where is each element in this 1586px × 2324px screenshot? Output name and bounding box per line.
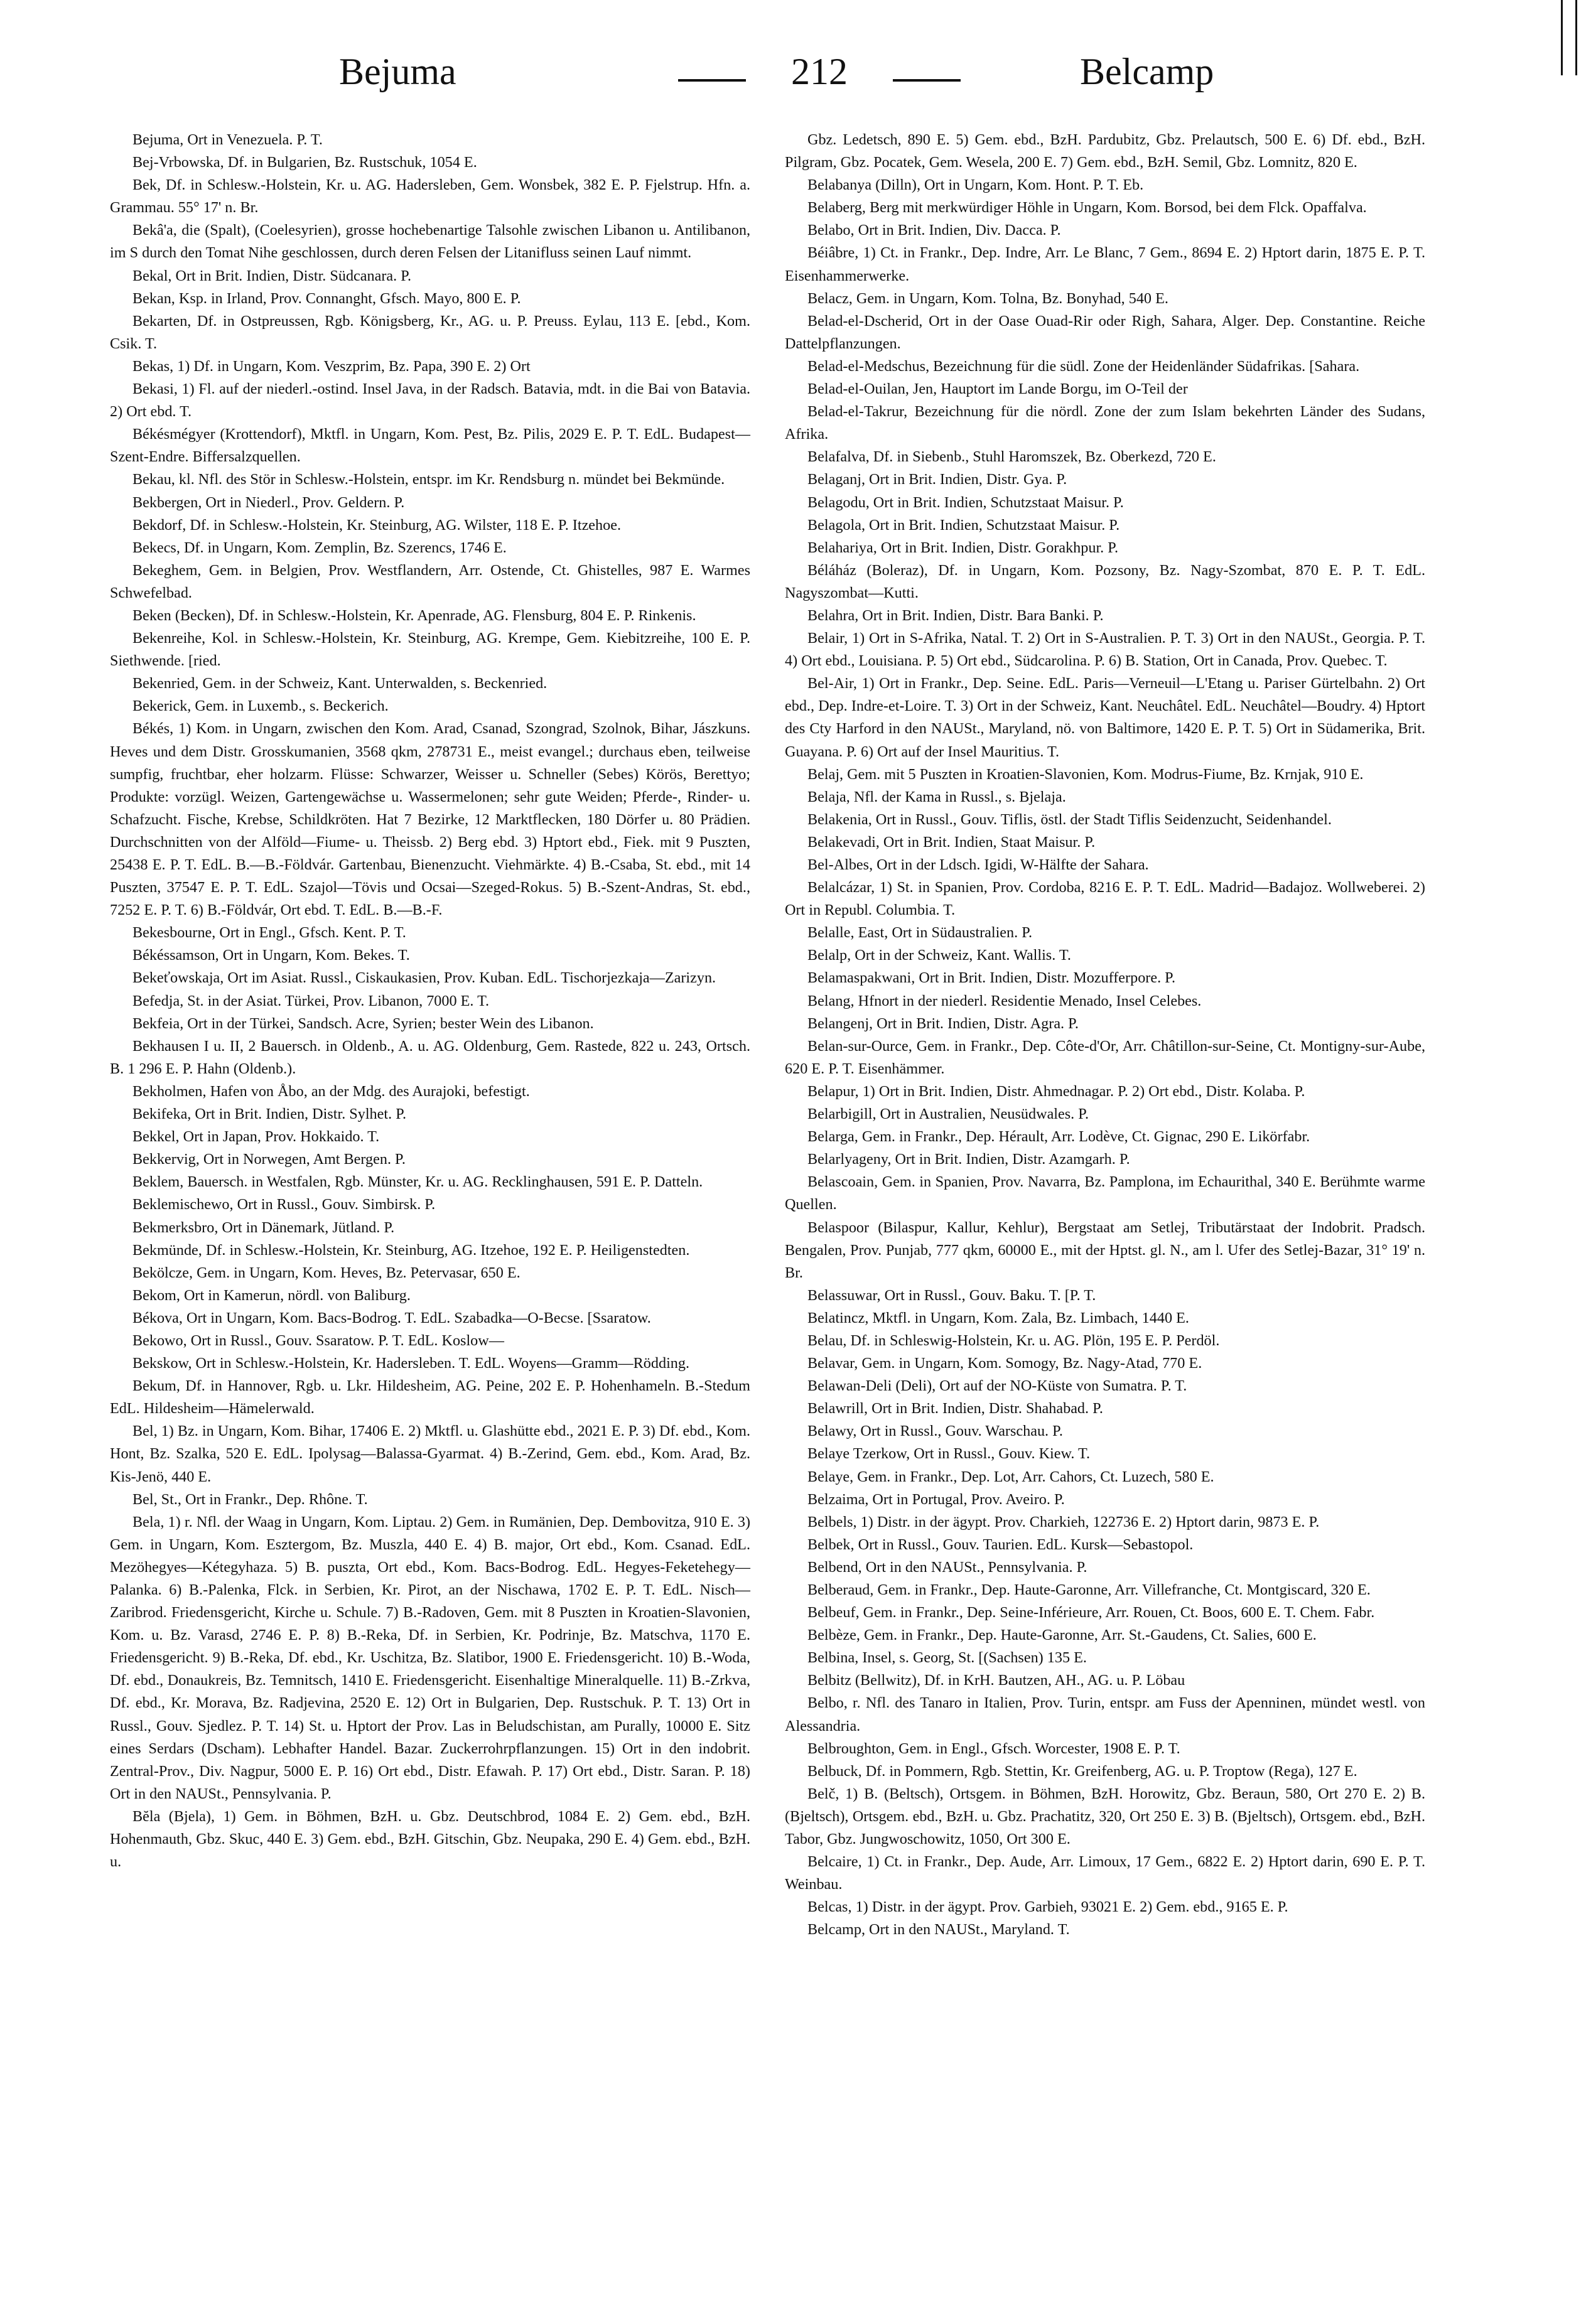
entry: Belabo, Ort in Brit. Indien, Div. Dacca. P.: [807, 222, 1061, 239]
entry: Belapur, 1) Ort in Brit. Indien, Distr. Ahmednagar. P. 2) Ort ebd., Distr. Kolaba. P.: [807, 1082, 1305, 1100]
entry: Belbels, 1) Distr. in der ägypt. Prov. Charkieh, 122736 E. 2) Hptort darin, 9873 E. P.: [807, 1513, 1320, 1531]
entry: Belangenj, Ort in Brit. Indien, Distr. Agra. P.: [807, 1014, 1079, 1032]
entry: Bekenreihe, Kol. in Schlesw.-Holstein, Kr. Steinburg, AG. Krempe, Gem. Kiebitzreihe, 100 E. P. Siethwende. [ried.: [110, 630, 750, 670]
entry: Belč, 1) B. (Beltsch), Ortsgem. in Böhmen, BzH. Horowitz, Gbz. Beraun, 580, Ort 270 E. 2) B. (Bjeltsch), Ortsgem. ebd., BzH. u. Gbz. Prachatitz, 320, Ort 250 E. 3) B. (Bjeltsch), Ortsgem. ebd., BzH. Tabor, Gbz. Jungwoschowitz, 1050, Ort 300 E.: [785, 1785, 1425, 1848]
entry: Belarga, Gem. in Frankr., Dep. Hérault, Arr. Lodève, Ct. Gignac, 290 E. Likörfabr.: [807, 1128, 1310, 1146]
entry: Belascoain, Gem. in Spanien, Prov. Navarra, Bz. Pamplona, im Echaurithal, 340 E. Berühmte warme Quellen.: [785, 1173, 1425, 1213]
entry: Belaj, Gem. mit 5 Puszten in Kroatien-Slavonien, Kom. Modrus-Fiume, Bz. Krnjak, 910 E.: [807, 765, 1364, 783]
entry: Belbina, Insel, s. Georg, St. [(Sachsen) 135 E.: [807, 1649, 1087, 1667]
entry: Bekom, Ort in Kamerun, nördl. von Baliburg.: [132, 1286, 411, 1304]
entry: Bekifeka, Ort in Brit. Indien, Distr. Sylhet. P.: [132, 1106, 407, 1123]
entry: Belcas, 1) Distr. in der ägypt. Prov. Garbieh, 93021 E. 2) Gem. ebd., 9165 E. P.: [807, 1898, 1288, 1916]
entry: Belaberg, Berg mit merkwürdiger Höhle in Ungarn, Kom. Borsod, bei dem Flck. Opaffalva.: [807, 199, 1367, 217]
entry: Belad-el-Ouilan, Jen, Hauptort im Lande Borgu, im O-Teil der: [807, 380, 1188, 398]
entry: Belan-sur-Ource, Gem. in Frankr., Dep. Côte-d'Or, Arr. Châtillon-sur-Seine, Ct. Montigny-sur-Aube, 620 E. P. T. Eisenhämmer.: [785, 1037, 1425, 1077]
entry: Belavar, Gem. in Ungarn, Kom. Somogy, Bz. Nagy-Atad, 770 E.: [807, 1355, 1202, 1372]
entry: Bekas, 1) Df. in Ungarn, Kom. Veszprim, Bz. Papa, 390 E. 2) Ort: [132, 357, 531, 375]
entry: Belakevadi, Ort in Brit. Indien, Staat Maisur. P.: [807, 833, 1096, 851]
entry: Bekfeia, Ort in der Türkei, Sandsch. Acre, Syrien; bester Wein des Libanon.: [132, 1014, 594, 1032]
entry: Belawan-Deli (Deli), Ort auf der NO-Küste von Sumatra. P. T.: [807, 1377, 1187, 1395]
entry: Bela, 1) r. Nfl. der Waag in Ungarn, Kom. Liptau. 2) Gem. in Rumänien, Dep. Dembovitza, 910 E. 3) Gem. in Ungarn, Kom. Esztergom, Bz. Muszla, 440 E. 4) B. major, Ort ebd., Kom. Csanad. EdL. Mezöhegyes—Kétegyhaza. 5) B. puszta, Ort ebd., Kom. Bacs-Bodrog. EdL. Hegyes-Feketehegy—Palanka. 6) B.-Palenka, Flck. in Serbien, Kr. Pirot, an der Nischawa, 1702 E. P. T. EdL. Nisch—Zaribrod. Friedensgericht, Kirche u. Schule. 7) B.-Radoven, Gem. mit 8 Puszten in Kroatien-Slavonien, Kom. u. Bz. Varasd, 2746 E. P. 8) B.-Reka, Df. in Serbien, Kr. Podrinje, Bz. Matschva, 1170 E. Friedensgericht. 9) B.-Reka, Df. ebd., Kr. Uschitza, Bz. Slatibor, 1900 E. Friedensgericht. 10) B.-Woda, Df. ebd., Donaukreis, Bz. Temnitsch, 1410 E. Friedensgericht. Eisenhaltige Mineralquelle. 11) B.-Zrkva, Df. ebd., Kr. Morava, Bz. Radjevina, 2520 E. 12) Ort in Bulgarien, Dep. Rustschuk. P. T. 13) Ort in Russl., Gouv. Sjedlez. P. T. 14) St. u. Hptort der Prov. Las in Beludschistan, am Purally, 10000 E. Sitz eines Serdars (Dscham). Lebhafter Handel. Bazar. Zuckerrohrpflanzungen. 15) Ort in den indobrit. Zentral-Prov., Div. Nagpur, 5000 E. P. 16) Ort ebd., Distr. Efawah. P. 17) Ort ebd., Distr. Saran. P. 18) Ort in den NAUSt., Pennsylvania. P.: [110, 1513, 750, 1802]
entry: Bejuma, Ort in Venezuela. P. T.: [132, 131, 323, 148]
entry: Belawy, Ort in Russl., Gouv. Warschau. P.: [807, 1423, 1063, 1440]
entry: Bekecs, Df. in Ungarn, Kom. Zemplin, Bz. Szerencs, 1746 E.: [132, 539, 507, 556]
entry: Bekkel, Ort in Japan, Prov. Hokkaido. T.: [132, 1128, 380, 1146]
entry: Bekum, Df. in Hannover, Rgb. u. Lkr. Hildesheim, AG. Peine, 202 E. P. Hohenhameln. B.-Stedum EdL. Hildesheim—Hämelerwald.: [110, 1377, 750, 1418]
entry: Belalp, Ort in der Schweiz, Kant. Wallis. T.: [807, 947, 1071, 964]
entry: Belbo, r. Nfl. des Tanaro in Italien, Prov. Turin, entspr. am Fuss der Apenninen, mündet westl. von Alessandria.: [785, 1694, 1425, 1735]
entry: Belassuwar, Ort in Russl., Gouv. Baku. T. [P. T.: [807, 1286, 1096, 1304]
entry: Bĕla (Bjela), 1) Gem. in Böhmen, BzH. u. Gbz. Deutschbrod, 1084 E. 2) Gem. ebd., BzH. Hohenmauth, Gbz. Skuc, 440 E. 3) Gem. ebd., BzH. Gitschin, Gbz. Neupaka, 290 E. 4) Gem. ebd., BzH. u.: [110, 1807, 750, 1871]
entry: Belakenia, Ort in Russl., Gouv. Tiflis, östl. der Stadt Tiflis Seidenzucht, Seidenhandel.: [807, 810, 1332, 828]
entry: Bekeghem, Gem. in Belgien, Prov. Westflandern, Arr. Ostende, Ct. Ghistelles, 987 E. Warmes Schwefelbad.: [110, 561, 750, 601]
entry: Belarbigill, Ort in Australien, Neusüdwales. P.: [807, 1106, 1089, 1123]
edge-rule-mark: [1561, 0, 1577, 75]
entry: Bekmerksbro, Ort in Dänemark, Jütland. P.: [132, 1218, 395, 1236]
entry: Belarlyageny, Ort in Brit. Indien, Distr. Azamgarh. P.: [807, 1151, 1130, 1168]
entry: Belad-el-Medschus, Bezeichnung für die südl. Zone der Heidenländer Südafrikas. [Sahara.: [807, 357, 1360, 375]
entry: Bekmünde, Df. in Schlesw.-Holstein, Kr. Steinburg, AG. Itzehoe, 192 E. P. Heiligenstedten.: [132, 1241, 690, 1259]
entry: Bekasi, 1) Fl. auf der niederl.-ostind. Insel Java, in der Radsch. Batavia, mdt. in die Bai von Batavia. 2) Ort ebd. T.: [110, 380, 750, 421]
entry: Belberaud, Gem. in Frankr., Dep. Haute-Garonne, Arr. Villefranche, Ct. Montgiscard, 320 E.: [807, 1581, 1371, 1598]
entry: Bekdorf, Df. in Schlesw.-Holstein, Kr. Steinburg, AG. Wilster, 118 E. P. Itzehoe.: [132, 516, 622, 534]
entry: Békés, 1) Kom. in Ungarn, zwischen den Kom. Arad, Csanad, Szongrad, Szolnok, Bihar, Jászkuns. Heves und dem Distr. Grosskumanien, 3568 qkm, 278731 E., meist evangel.; durchaus eben, teilweise sumpfig, fruchtbar, eher holzarm. Flüsse: Schwarzer, Weisser u. Schneller (Sebes) Körös, Berettyo; Produkte: vorzügl. Weizen, Gartengewächse u. Wassermelonen; sehr gute Weiden; Pferde-, Rinder- u. Schafzucht. Fische, Krebse, Schildkröten. Hat 7 Bezirke, 12 Marktflecken, 180 Dörfer u. 80 Prädien. Durchschnitten von der Alföld—Fiume- u. Theissb. 2) Berg ebd. 3) Hptort ebd., Fiek. mit 9 Puszten, 25438 E. P. T. EdL. B.—B.-Földvár. Gartenbau, Bienenzucht. Viehmärkte. 4) B.-Csaba, St. ebd., mit 14 Puszten, 37547 E. P. T. EdL. Szajol—Tövis und Ocsai—Szeged-Rokus. 5) B.-Szent-Andras, St. ebd., 7252 E. P. T. 6) B.-Földvár, Ort ebd. T. EdL. B.—B.-F.: [110, 720, 750, 919]
entry: Belacz, Gem. in Ungarn, Kom. Tolna, Bz. Bonyhad, 540 E.: [807, 289, 1168, 307]
entry: Belzaima, Ort in Portugal, Prov. Aveiro. P.: [807, 1490, 1065, 1508]
entry: Belatincz, Mktfl. in Ungarn, Kom. Zala, Bz. Limbach, 1440 E.: [807, 1309, 1189, 1326]
entry: Belad-el-Takrur, Bezeichnung für die nördl. Zone der zum Islam bekehrten Länder des Sudans, Afrika.: [785, 403, 1425, 443]
entry: Bekâ'a, die (Spalt), (Coelesyrien), grosse hochebenartige Talsohle zwischen Libanon u. Antilibanon, im S durch den Tomat Nihe geschlossen, durch deren Felsen der Litanifluss seinen Lauf nimmt.: [110, 222, 750, 262]
entry: Bekhausen I u. II, 2 Bauersch. in Oldenb., A. u. AG. Oldenburg, Gem. Rastede, 822 u. 243, Ortsch. B. 1 296 E. P. Hahn (Oldenb.).: [110, 1037, 750, 1077]
entry: Belagodu, Ort in Brit. Indien, Schutzstaat Maisur. P.: [807, 493, 1124, 511]
entry: Belamaspakwani, Ort in Brit. Indien, Distr. Mozufferpore. P.: [807, 969, 1175, 987]
entry: Békéssamson, Ort in Ungarn, Kom. Bekes. T.: [132, 947, 410, 964]
entry: Befedja, St. in der Asiat. Türkei, Prov. Libanon, 7000 E. T.: [132, 992, 490, 1009]
entry: Belbèze, Gem. in Frankr., Dep. Haute-Garonne, Arr. St.-Gaudens, Ct. Salies, 600 E.: [807, 1627, 1317, 1644]
entry: Béláház (Bolerаz), Df. in Ungarn, Kom. Pozsony, Bz. Nagy-Szombat, 870 E. P. T. EdL. Nagyszombat—Kutti.: [785, 561, 1425, 601]
page-number: 212: [791, 51, 848, 92]
entry: Békésmégyer (Krottendorf), Mktfl. in Ungarn, Kom. Pest, Bz. Pilis, 2029 E. P. T. EdL. Budapest—Szent-Endre. Biffersalzquellen.: [110, 426, 750, 466]
entry: Beklemischewo, Ort in Russl., Gouv. Simbirsk. P.: [132, 1196, 436, 1213]
entry: Belaganj, Ort in Brit. Indien, Distr. Gya. P.: [807, 471, 1067, 488]
header-first-word: Bejuma: [339, 51, 456, 92]
entry: Bekowo, Ort in Russl., Gouv. Ssaratow. P. T. EdL. Koslow—: [132, 1331, 504, 1349]
entry: Bekerick, Gem. in Luxemb., s. Beckerich.: [132, 697, 389, 715]
entry: Bekan, Ksp. in Irland, Prov. Connanght, Gfsch. Mayo, 800 E. P.: [132, 289, 521, 307]
entry: Belahariya, Ort in Brit. Indien, Distr. Gorakhpur. P.: [807, 539, 1119, 556]
entry: Beken (Becken), Df. in Schlesw.-Holstein, Kr. Apenrade, AG. Flensburg, 804 E. P. Rinkenis.: [132, 606, 696, 624]
entry: Bekbergen, Ort in Niederl., Prov. Geldern. P.: [132, 493, 405, 511]
entry: Bekölcze, Gem. in Ungarn, Kom. Heves, Bz. Petervasar, 650 E.: [132, 1264, 521, 1281]
entry: Belafalva, Df. in Siebenb., Stuhl Haromszek, Bz. Oberkezd, 720 E.: [807, 448, 1216, 466]
entry: Belcamp, Ort in den NAUSt., Maryland. T.: [807, 1921, 1070, 1939]
entry: Bekal, Ort in Brit. Indien, Distr. Südcanara. P.: [132, 267, 412, 284]
entry: Bekenried, Gem. in der Schweiz, Kant. Unterwalden, s. Beckenried.: [132, 675, 548, 692]
right-column: [785, 129, 1425, 1942]
entry: Bej-Vrbowska, Df. in Bulgarien, Bz. Rustschuk, 1054 E.: [132, 154, 477, 171]
entry: Belalcázar, 1) St. in Spanien, Prov. Cordoba, 8216 E. P. T. EdL. Madrid—Badajoz. Wollweberei. 2) Ort in Republ. Columbia. T.: [785, 879, 1425, 919]
entry: Belaspoor (Bilaspur, Kallur, Kehlur), Bergstaat am Setlej, Tributärstaat der Indobrit. Pradsch. Bengalen, Prov. Punjab, 777 qkm, 60000 E., mit der Hptst. gl. N., am l. Ufer des Setlej-Bazar, 31° 19' n. Br.: [785, 1218, 1425, 1281]
entry: Belaye, Gem. in Frankr., Dep. Lot, Arr. Cahors, Ct. Luzech, 580 E.: [807, 1468, 1214, 1485]
entry: Bel, St., Ort in Frankr., Dep. Rhône. T.: [132, 1490, 368, 1508]
entry: Belbitz (Bellwitz), Df. in KrH. Bautzen, AH., AG. u. P. Löbau: [807, 1672, 1185, 1689]
entry: Bek, Df. in Schlesw.-Holstein, Kr. u. AG. Hadersleben, Gem. Wonsbek, 382 E. P. Fjelstrup. Hfn. a. Grammau. 55° 17' n. Br.: [110, 176, 750, 217]
entry: Bekarten, Df. in Ostpreussen, Rgb. Königsberg, Kr., AG. u. P. Preuss. Eylau, 113 E. [ebd., Kom. Csik. T.: [110, 312, 750, 352]
entry: Belbeuf, Gem. in Frankr., Dep. Seine-Inférieure, Arr. Rouen, Ct. Boos, 600 E. T. Chem. Fabr.: [807, 1604, 1375, 1622]
entry: Belbroughton, Gem. in Engl., Gfsch. Worcester, 1908 E. P. T.: [807, 1740, 1180, 1757]
header-last-word: Belcamp: [1080, 51, 1214, 92]
entry: Belagola, Ort in Brit. Indien, Schutzstaat Maisur. P.: [807, 516, 1120, 534]
entry: Belcaire, 1) Ct. in Frankr., Dep. Aude, Arr. Limoux, 17 Gem., 6822 E. 2) Hptort darin, 690 E. P. T. Weinbau.: [785, 1853, 1425, 1893]
entry: Belair, 1) Ort in S-Afrika, Natal. T. 2) Ort in S-Australien. P. T. 3) Ort in den NAUSt., Georgia. P. T. 4) Ort ebd., Louisiana. P. 5) Ort ebd., Südcarolina. P. 6) B. Station, Ort in Canada, Prov. Quebec. T.: [785, 630, 1425, 670]
entry: Bekau, kl. Nfl. des Stör in Schlesw.-Holstein, entspr. im Kr. Rendsburg n. mündet bei Bekmünde.: [132, 471, 725, 488]
entry: Belau, Df. in Schleswig-Holstein, Kr. u. AG. Plön, 195 E. P. Perdöl.: [807, 1331, 1220, 1349]
entry: Bel-Albes, Ort in der Ldsch. Igidi, W-Hälfte der Sahara.: [807, 856, 1149, 873]
entry: Békova, Ort in Ungarn, Kom. Bacs-Bodrog. T. EdL. Szabadka—O-Becse. [Ssaratow.: [132, 1309, 651, 1326]
entry: Bel, 1) Bz. in Ungarn, Kom. Bihar, 17406 E. 2) Mktfl. u. Glashütte ebd., 2021 E. P. 3) Df. ebd., Kom. Hont, Bz. Szalka, 520 E. EdL. Ipolysag—Balassa-Gyarmat. 4) B.-Zerind, Gem. ebd., Kom. Arad, Bz. Kis-Jenö, 440 E.: [110, 1423, 750, 1485]
entry: Belabanya (Dilln), Ort in Ungarn, Kom. Hont. P. T. Eb.: [807, 176, 1144, 194]
entry: Belbuck, Df. in Pommern, Rgb. Stettin, Kr. Greifenberg, AG. u. P. Troptow (Rega), 127 E.: [807, 1762, 1357, 1780]
header-rule-left: [678, 79, 746, 82]
entry: Belalle, East, Ort in Südaustralien. P.: [807, 924, 1033, 942]
entry: Belahra, Ort in Brit. Indien, Distr. Bara Banki. P.: [807, 606, 1104, 624]
entry: Bekkervig, Ort in Norwegen, Amt Bergen. P.: [132, 1151, 406, 1168]
entry: Belad-el-Dscherid, Ort in der Oase Ouad-Rir oder Righ, Sahara, Alger. Dep. Constantine. Reiche Dattelpflanzungen.: [785, 312, 1425, 352]
entry: Bekesbourne, Ort in Engl., Gfsch. Kent. P. T.: [132, 924, 406, 942]
entry: Bel-Air, 1) Ort in Frankr., Dep. Seine. EdL. Paris—Verneuil—L'Etang u. Pariser Gürtelbahn. 2) Ort ebd., Dep. Indre-et-Loire. T. 3) Ort in der Schweiz, Kant. Neuchâtel. EdL. Neuchâtel—Boudry. 4) Hptort des Cty Harford in den NAUSt., Maryland, nö. von Baltimore, 1420 E. P. T. 5) Ort in Südamerika, Brit. Guayana. P. 6) Ort auf der Insel Mauritius. T.: [785, 675, 1425, 760]
entry: Belawrill, Ort in Brit. Indien, Distr. Shahabad. P.: [807, 1400, 1103, 1418]
entry: Beklem, Bauersch. in Westfalen, Rgb. Münster, Kr. u. AG. Recklinghausen, 591 E. P. Datteln.: [132, 1173, 703, 1191]
entry: Bekskow, Ort in Schlesw.-Holstein, Kr. Hadersleben. T. EdL. Woyens—Gramm—Rödding.: [132, 1355, 690, 1372]
left-column: [110, 129, 750, 1873]
entry: Bekholmen, Hafen von Åbo, an der Mdg. des Aurajoki, befestigt.: [132, 1082, 530, 1100]
entry: Belbend, Ort in den NAUSt., Pennsylvania. P.: [807, 1558, 1087, 1576]
entry: Gbz. Ledetsch, 890 E. 5) Gem. ebd., BzH. Pardubitz, Gbz. Prelautsch, 500 E. 6) Df. ebd., BzH. Pilgram, Gbz. Pocatek, Gem. Wesela, 200 E. 7) Gem. ebd., BzH. Semil, Gbz. Lomnitz, 820 E.: [785, 131, 1425, 171]
entry: Belbek, Ort in Russl., Gouv. Taurien. EdL. Kursk—Sebastopol.: [807, 1536, 1194, 1553]
entry: Bekeťowskaja, Ort im Asiat. Russl., Ciskaukasien, Prov. Kuban. EdL. Tischorjezkaja—Zarizyn.: [132, 969, 716, 987]
entry: Belaye Tzerkow, Ort in Russl., Gouv. Kiew. T.: [807, 1445, 1091, 1463]
header-rule-right: [893, 79, 961, 82]
page-header: [126, 44, 1463, 113]
entry: Béiâbre, 1) Ct. in Frankr., Dep. Indre, Arr. Le Blanc, 7 Gem., 8694 E. 2) Hptort darin, 1875 E. P. T. Eisenhammerwerke.: [785, 244, 1425, 284]
entry: Belaja, Nfl. der Kama in Russl., s. Bjelaja.: [807, 788, 1066, 805]
entry: Belang, Hfnort in der niederl. Residentie Menado, Insel Celebes.: [807, 992, 1202, 1009]
